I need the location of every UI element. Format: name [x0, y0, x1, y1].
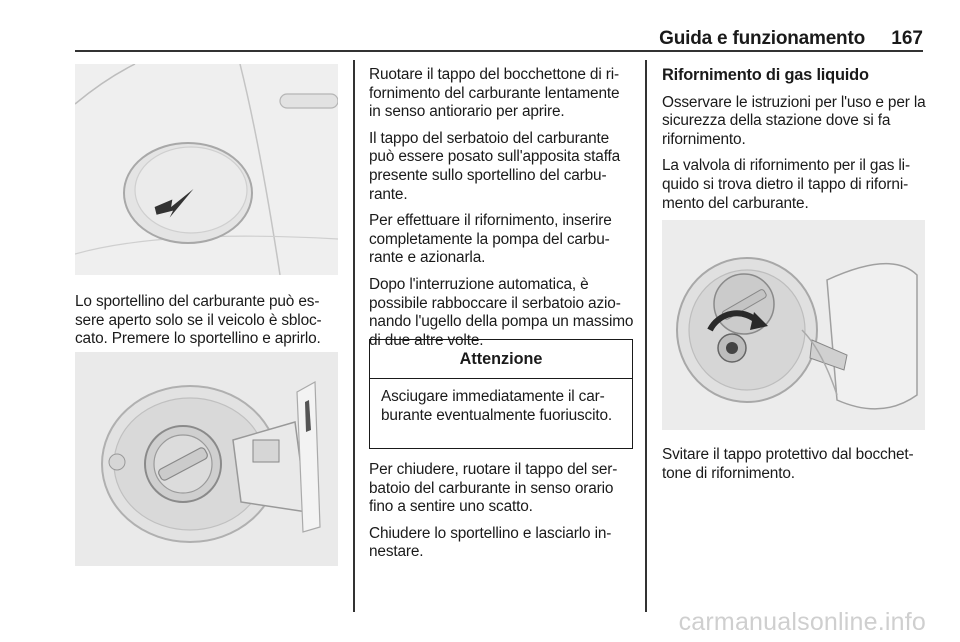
- paragraph: Ruotare il tappo del bocchettone di rifornimento del carburante lentamente in senso antiorario per aprire.: [369, 66, 620, 121]
- paragraph: Osservare le istruzioni per l'uso e per la sicurezza della stazione dove si fa rifornimento.: [662, 93, 926, 148]
- column2-text-top: [369, 66, 634, 358]
- column3-text-top: [662, 66, 932, 221]
- warning-box: [369, 339, 633, 449]
- section-heading: Rifornimento di gas liquido: [662, 66, 869, 84]
- fuel-cap-open-illustration: [75, 352, 338, 566]
- paragraph: Chiudere lo sportellino e lasciarlo innestare.: [369, 524, 612, 561]
- watermark: carmanualsonline.info: [678, 608, 926, 636]
- column-divider-1: [353, 60, 355, 612]
- warning-text: Asciugare immediatamente il carburante eventualmente fuoriuscito.: [381, 388, 613, 424]
- page-header: [75, 28, 923, 52]
- paragraph: Lo sportellino del carburante può essere aperto solo se il veicolo è sbloccato. Premere lo sportellino e aprirlo.: [75, 293, 322, 348]
- page-number: 167: [891, 28, 923, 49]
- column1-text: [75, 293, 343, 357]
- fuel-flap-closed-illustration: [75, 64, 338, 275]
- column2-text-bottom: [369, 461, 634, 570]
- column3-caption: [662, 446, 932, 491]
- paragraph: Per chiudere, ruotare il tappo del serbatoio del carburante in senso orario fino a sentire uno scatto.: [369, 461, 618, 516]
- paragraph: Dopo l'interruzione automatica, è possibile rabboccare il serbatoio azionando l'ugello della pompa un massimo di due altre volte.: [369, 275, 634, 349]
- header-divider: [75, 50, 923, 52]
- section-title: Guida e funzionamento: [659, 28, 865, 49]
- paragraph: Per effettuare il rifornimento, inserire completamente la pompa del carburante e azionarla.: [369, 212, 612, 267]
- paragraph: Svitare il tappo protettivo dal bocchettone di rifornimento.: [662, 446, 914, 482]
- lpg-valve-illustration: [662, 220, 925, 430]
- column-divider-2: [645, 60, 647, 612]
- paragraph: La valvola di rifornimento per il gas liquido si trova dietro il tappo di rifornimento del carburante.: [662, 157, 911, 212]
- warning-title: Attenzione: [370, 340, 632, 379]
- paragraph: Il tappo del serbatoio del carburante può essere posato sull'apposita staffa presente sullo sportellino del carburante.: [369, 129, 621, 203]
